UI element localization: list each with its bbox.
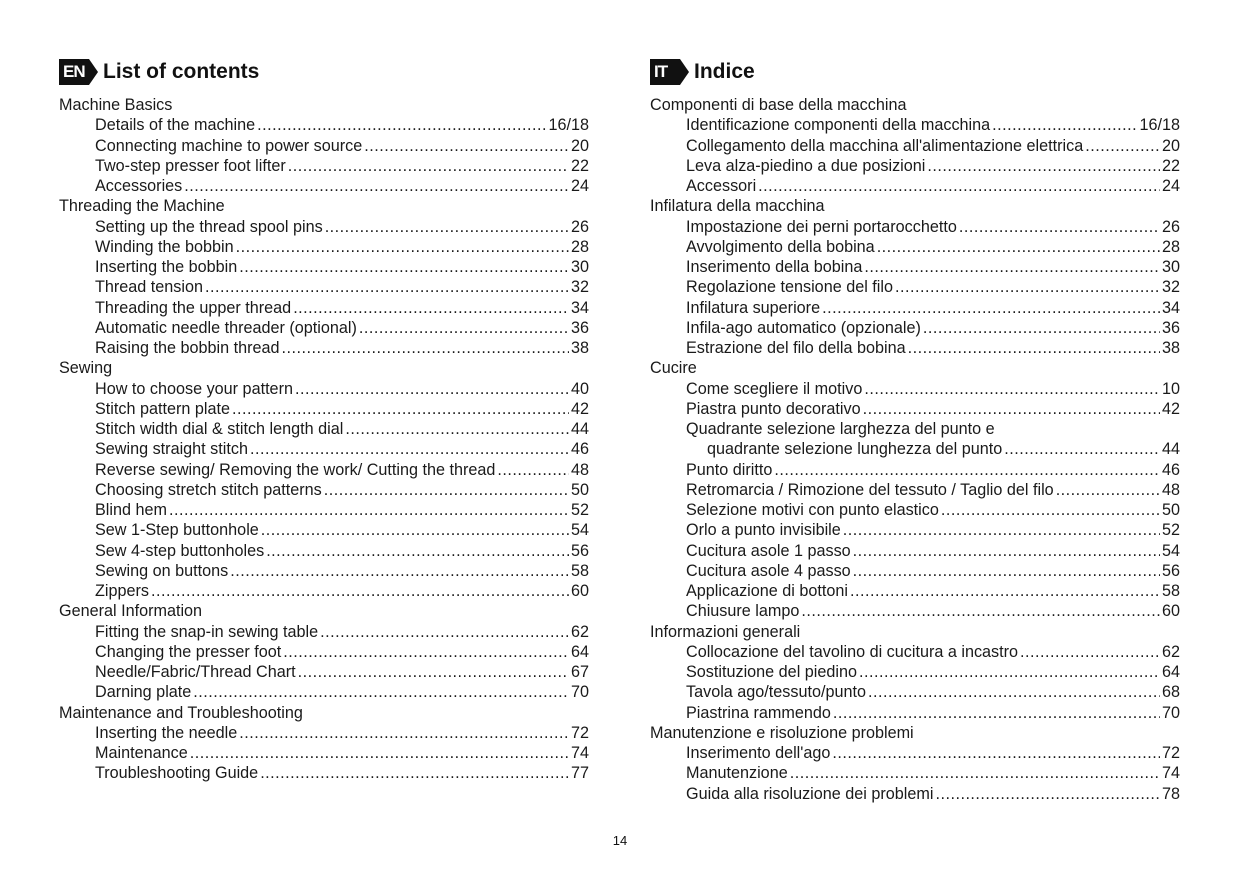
dot-leader [801, 601, 1160, 621]
dot-leader [324, 480, 569, 500]
contents-heading [59, 58, 589, 86]
toc-page-number: 22 [570, 156, 589, 175]
toc-entry-label: Choosing stretch stitch patterns [95, 480, 322, 499]
toc-entry-label: Piastrina rammendo [686, 703, 831, 722]
toc-entry-label: Come scegliere il motivo [686, 379, 863, 398]
dot-leader [283, 642, 569, 662]
dot-leader [193, 682, 569, 702]
toc-page-number: 48 [570, 460, 589, 479]
toc-page-number: 36 [1161, 318, 1180, 337]
language-badge-icon: IT [650, 59, 680, 85]
dot-leader [895, 277, 1160, 297]
toc-page-number: 64 [1161, 663, 1180, 681]
toc-entry [650, 541, 1180, 561]
toc-page-number: 64 [570, 642, 589, 661]
toc-page-number: 16/18 [1139, 116, 1180, 135]
toc-entry [650, 682, 1180, 702]
toc-entry-label: Impostazione dei perni portarocchetto [686, 217, 957, 236]
toc-entry-label: Infila-ago automatico (opzionale) [686, 318, 921, 337]
toc-entry-label: Selezione motivi con punto elastico [686, 501, 939, 519]
dot-leader [232, 399, 569, 419]
toc-entry-label: Cucitura asole 1 passo [686, 541, 851, 560]
toc-entry [59, 520, 589, 540]
toc-entry [650, 784, 1180, 804]
toc-entry-label: Identificazione componenti della macchina [686, 116, 991, 135]
contents-title: List of contents [103, 60, 260, 83]
toc-entry [59, 156, 589, 176]
toc-entry-label: Sewing straight stitch [95, 440, 248, 459]
toc-entry [650, 156, 1180, 176]
toc-section-heading: Infilatura della macchina [650, 197, 825, 216]
toc-page-number: 58 [1161, 582, 1180, 600]
toc-entry-label: Leva alza-piedino a due posizioni [686, 156, 926, 175]
toc-entry [650, 460, 1180, 480]
page-number: 14 [612, 833, 628, 848]
toc-entry [59, 115, 589, 135]
toc-entry [650, 500, 1180, 520]
toc-entry [59, 460, 589, 480]
toc-entry-label: Chiusure lampo [686, 602, 800, 621]
toc-entry-label: Estrazione del filo della bobina [686, 339, 906, 357]
toc-entry-label: Darning plate [95, 683, 192, 702]
toc-entry-label: Stitch pattern plate [95, 399, 230, 418]
toc-entry-label: Collegamento della macchina all'alimentazione elettrica [686, 136, 1084, 155]
toc-page-number: 56 [570, 541, 589, 560]
toc-page-number: 28 [570, 237, 589, 256]
toc-entry [650, 601, 1180, 621]
dot-leader [853, 561, 1160, 581]
dot-leader [295, 379, 569, 399]
toc-entry-label: Regolazione tensione del filo [686, 278, 893, 297]
toc-page-number: 67 [570, 663, 589, 681]
toc-page-number: 26 [570, 217, 589, 236]
toc-entry-label: Zippers [95, 582, 149, 600]
toc-entry-label: Needle/Fabric/Thread Chart [95, 663, 296, 681]
toc-entry [650, 520, 1180, 540]
toc-entry-label: Fitting the snap-in sewing table [95, 622, 319, 641]
dot-leader [345, 419, 569, 439]
toc-entry-label: Sew 1-Step buttonhole [95, 521, 259, 540]
dot-leader [758, 176, 1160, 196]
toc-entry-label: Details of the machine [95, 116, 256, 135]
toc-entry-label: Inserting the needle [95, 723, 238, 742]
toc-entry [650, 642, 1180, 662]
toc-page-number: 42 [570, 399, 589, 418]
toc-page-number: 50 [570, 480, 589, 499]
toc-entry [59, 480, 589, 500]
toc-page-number: 70 [570, 683, 589, 702]
toc-entry [650, 379, 1180, 399]
toc-section-heading: Sewing [59, 359, 113, 378]
toc-page-number: 38 [1161, 339, 1180, 357]
dot-leader [364, 136, 569, 156]
dot-leader [908, 338, 1160, 358]
dot-leader [260, 763, 569, 783]
dot-leader [250, 439, 569, 459]
toc-entry-label: Applicazione di bottoni [686, 582, 848, 600]
toc-page-number: 48 [1161, 480, 1180, 499]
toc-entry-label: Connecting machine to power source [95, 136, 363, 155]
toc-page-number: 16/18 [548, 116, 589, 135]
toc-entry [650, 743, 1180, 763]
toc-page-number: 77 [570, 764, 589, 783]
toc-page-number: 32 [1161, 278, 1180, 297]
dot-leader [261, 520, 569, 540]
contents-column-english [59, 58, 589, 784]
toc-entry [59, 338, 589, 358]
toc-page-number: 50 [1161, 501, 1180, 519]
dot-leader [935, 784, 1160, 804]
toc-entry-label: Accessories [95, 177, 183, 195]
toc-section-heading: General Information [59, 602, 203, 621]
toc-entry [59, 622, 589, 642]
toc-page-number: 72 [1161, 744, 1180, 762]
toc-entry-label: Thread tension [95, 278, 203, 297]
dot-leader [941, 500, 1160, 520]
toc-entry [59, 136, 589, 156]
toc-page-number: 52 [1161, 521, 1180, 540]
toc-page-number: 54 [1161, 541, 1180, 560]
toc-entry-label: Quadrante selezione larghezza del punto e [686, 420, 995, 438]
toc-page-number: 28 [1161, 237, 1180, 256]
toc-page-number: 34 [570, 298, 589, 317]
toc-page-number: 24 [570, 177, 589, 195]
toc-entry [650, 703, 1180, 723]
toc-entry-label: Avvolgimento della bobina [686, 237, 875, 256]
dot-leader [239, 257, 569, 277]
dot-leader [236, 237, 569, 257]
dot-leader [868, 682, 1160, 702]
toc-entry [59, 257, 589, 277]
toc-entry-label: Reverse sewing/ Removing the work/ Cutting the thread [95, 460, 496, 479]
toc-page-number: 38 [570, 339, 589, 357]
toc-entry-label: Manutenzione [686, 764, 788, 783]
dot-leader [992, 115, 1137, 135]
dot-leader [1085, 136, 1160, 156]
toc-entry-label: Accessori [686, 177, 757, 195]
toc-page-number: 56 [1161, 561, 1180, 580]
toc-entry-label: Troubleshooting Guide [95, 764, 259, 783]
dot-leader [239, 723, 569, 743]
dot-leader [288, 156, 569, 176]
toc-entry [59, 561, 589, 581]
toc-section-heading: Cucire [650, 359, 697, 378]
dot-leader [298, 662, 569, 682]
toc-entry [59, 237, 589, 257]
toc-entry [650, 318, 1180, 338]
toc-page-number: 44 [1161, 440, 1180, 459]
toc-entry [650, 662, 1180, 682]
toc-page-number: 78 [1161, 784, 1180, 803]
toc-entry-label: Retromarcia / Rimozione del tessuto / Taglio del filo [686, 480, 1054, 499]
dot-leader [184, 176, 569, 196]
toc-section-heading: Informazioni generali [650, 622, 801, 641]
toc-page-number: 30 [1161, 258, 1180, 276]
toc-entry [59, 217, 589, 237]
toc-section-heading: Maintenance and Troubleshooting [59, 703, 303, 722]
toc-entry-label: Stitch width dial & stitch length dial [95, 420, 344, 438]
toc-page-number: 60 [570, 582, 589, 600]
toc-section-heading: Threading the Machine [59, 197, 225, 216]
toc-entry [59, 318, 589, 338]
toc-page-number: 62 [1161, 642, 1180, 661]
dot-leader [359, 318, 569, 338]
toc-entry [650, 298, 1180, 318]
toc-page-number: 54 [570, 521, 589, 540]
dot-leader [320, 622, 569, 642]
dot-leader [877, 237, 1160, 257]
toc-entry-label: Punto diritto [686, 460, 773, 479]
dot-leader [864, 379, 1160, 399]
dot-leader [853, 541, 1160, 561]
toc-entry [650, 115, 1180, 135]
toc-entry [59, 541, 589, 561]
toc-entry [59, 439, 589, 459]
dot-leader [822, 298, 1160, 318]
dot-leader [169, 500, 569, 520]
toc-entry-label: quadrante selezione lunghezza del punto [707, 440, 1003, 459]
dot-leader [774, 460, 1160, 480]
toc-entry [650, 561, 1180, 581]
dot-leader [790, 763, 1160, 783]
toc-entry-label: Cucitura asole 4 passo [686, 561, 851, 580]
toc-entry-label: Guida alla risoluzione dei problemi [686, 784, 934, 803]
toc-page-number: 40 [570, 379, 589, 398]
toc-section-heading: Machine Basics [59, 96, 173, 114]
dot-leader [1020, 642, 1160, 662]
toc-entry-label: Piastra punto decorativo [686, 399, 861, 418]
dot-leader [923, 318, 1160, 338]
toc-entry-label: Inserimento della bobina [686, 258, 863, 276]
dot-leader [257, 115, 546, 135]
toc-page-number: 24 [1161, 177, 1180, 195]
toc-entry [650, 399, 1180, 419]
toc-page-number: 44 [570, 420, 589, 438]
dot-leader [959, 217, 1160, 237]
toc-page-number: 42 [1161, 399, 1180, 418]
toc-page-number: 20 [1161, 136, 1180, 155]
toc-page-number: 60 [1161, 602, 1180, 621]
toc-entry-continued [650, 419, 1180, 439]
toc-entry-label: Sewing on buttons [95, 561, 229, 580]
contents-list [59, 95, 589, 784]
toc-entry [650, 136, 1180, 156]
toc-entry-label: Blind hem [95, 501, 167, 519]
dot-leader [190, 743, 569, 763]
dot-leader [833, 703, 1160, 723]
toc-entry [650, 763, 1180, 783]
toc-entry [59, 176, 589, 196]
toc-entry-label: Winding the bobbin [95, 237, 234, 256]
toc-entry [59, 419, 589, 439]
toc-section-heading: Manutenzione e risoluzione problemi [650, 723, 914, 742]
toc-entry-label: Setting up the thread spool pins [95, 217, 323, 236]
toc-entry-label: Sew 4-step buttonholes [95, 541, 265, 560]
toc-page-number: 52 [570, 501, 589, 519]
toc-entry [59, 763, 589, 783]
toc-page-number: 36 [570, 318, 589, 337]
toc-entry-label: Infilatura superiore [686, 298, 821, 317]
toc-page-number: 20 [570, 136, 589, 155]
toc-entry [650, 257, 1180, 277]
dot-leader [205, 277, 569, 297]
toc-entry-label: Orlo a punto invisibile [686, 521, 841, 540]
toc-page-number: 72 [570, 723, 589, 742]
toc-page-number: 32 [570, 278, 589, 297]
toc-entry-label: Two-step presser foot lifter [95, 156, 286, 175]
toc-entry-label: Inserimento dell'ago [686, 744, 831, 762]
dot-leader [497, 460, 569, 480]
toc-entry [59, 500, 589, 520]
dot-leader [832, 743, 1160, 763]
toc-page-number: 30 [570, 258, 589, 276]
dot-leader [863, 399, 1160, 419]
language-badge-icon: EN [59, 59, 89, 85]
toc-entry-label: Tavola ago/tessuto/punto [686, 683, 866, 702]
toc-entry [650, 338, 1180, 358]
dot-leader [864, 257, 1160, 277]
contents-column-italian [650, 58, 1180, 804]
toc-page-number: 26 [1161, 217, 1180, 236]
toc-entry-label: Collocazione del tavolino di cucitura a incastro [686, 642, 1019, 661]
dot-leader [859, 662, 1160, 682]
toc-entry [59, 277, 589, 297]
dot-leader [293, 298, 569, 318]
toc-page-number: 68 [1161, 683, 1180, 702]
contents-heading [650, 58, 1180, 86]
toc-entry [650, 217, 1180, 237]
contents-title: Indice [694, 60, 755, 83]
toc-page-number: 34 [1161, 298, 1180, 317]
toc-entry-label: Threading the upper thread [95, 298, 292, 317]
toc-entry-label: How to choose your pattern [95, 379, 293, 398]
dot-leader [282, 338, 569, 358]
toc-entry-label: Automatic needle threader (optional) [95, 318, 357, 337]
toc-entry [650, 480, 1180, 500]
toc-entry [59, 743, 589, 763]
contents-list [650, 95, 1180, 804]
toc-entry-label: Raising the bobbin thread [95, 339, 280, 357]
toc-entry [650, 277, 1180, 297]
toc-entry [650, 237, 1180, 257]
toc-entry [59, 642, 589, 662]
toc-entry [59, 682, 589, 702]
toc-entry-label: Inserting the bobbin [95, 258, 238, 276]
toc-page-number: 10 [1161, 379, 1180, 398]
toc-entry [59, 662, 589, 682]
dot-leader [151, 581, 569, 601]
toc-entry [59, 298, 589, 318]
toc-entry-label: Changing the presser foot [95, 642, 282, 661]
dot-leader [850, 581, 1160, 601]
dot-leader [1056, 480, 1160, 500]
toc-page-number: 62 [570, 622, 589, 641]
toc-entry [59, 581, 589, 601]
toc-page-number: 74 [570, 744, 589, 762]
toc-entry [59, 379, 589, 399]
dot-leader [1004, 439, 1160, 459]
toc-page-number: 58 [570, 561, 589, 580]
toc-page-number: 46 [1161, 460, 1180, 479]
toc-section-heading: Componenti di base della macchina [650, 96, 907, 114]
toc-entry-label: Maintenance [95, 744, 188, 762]
toc-page-number: 70 [1161, 703, 1180, 722]
toc-entry [650, 439, 1180, 459]
toc-entry [650, 581, 1180, 601]
dot-leader [325, 217, 569, 237]
toc-page-number: 46 [570, 440, 589, 459]
dot-leader [266, 541, 569, 561]
toc-page-number: 22 [1161, 156, 1180, 175]
toc-entry [59, 399, 589, 419]
dot-leader [843, 520, 1160, 540]
dot-leader [230, 561, 569, 581]
toc-page-number: 74 [1161, 764, 1180, 783]
dot-leader [927, 156, 1160, 176]
toc-entry [59, 723, 589, 743]
toc-entry [650, 176, 1180, 196]
toc-entry-label: Sostituzione del piedino [686, 663, 857, 681]
